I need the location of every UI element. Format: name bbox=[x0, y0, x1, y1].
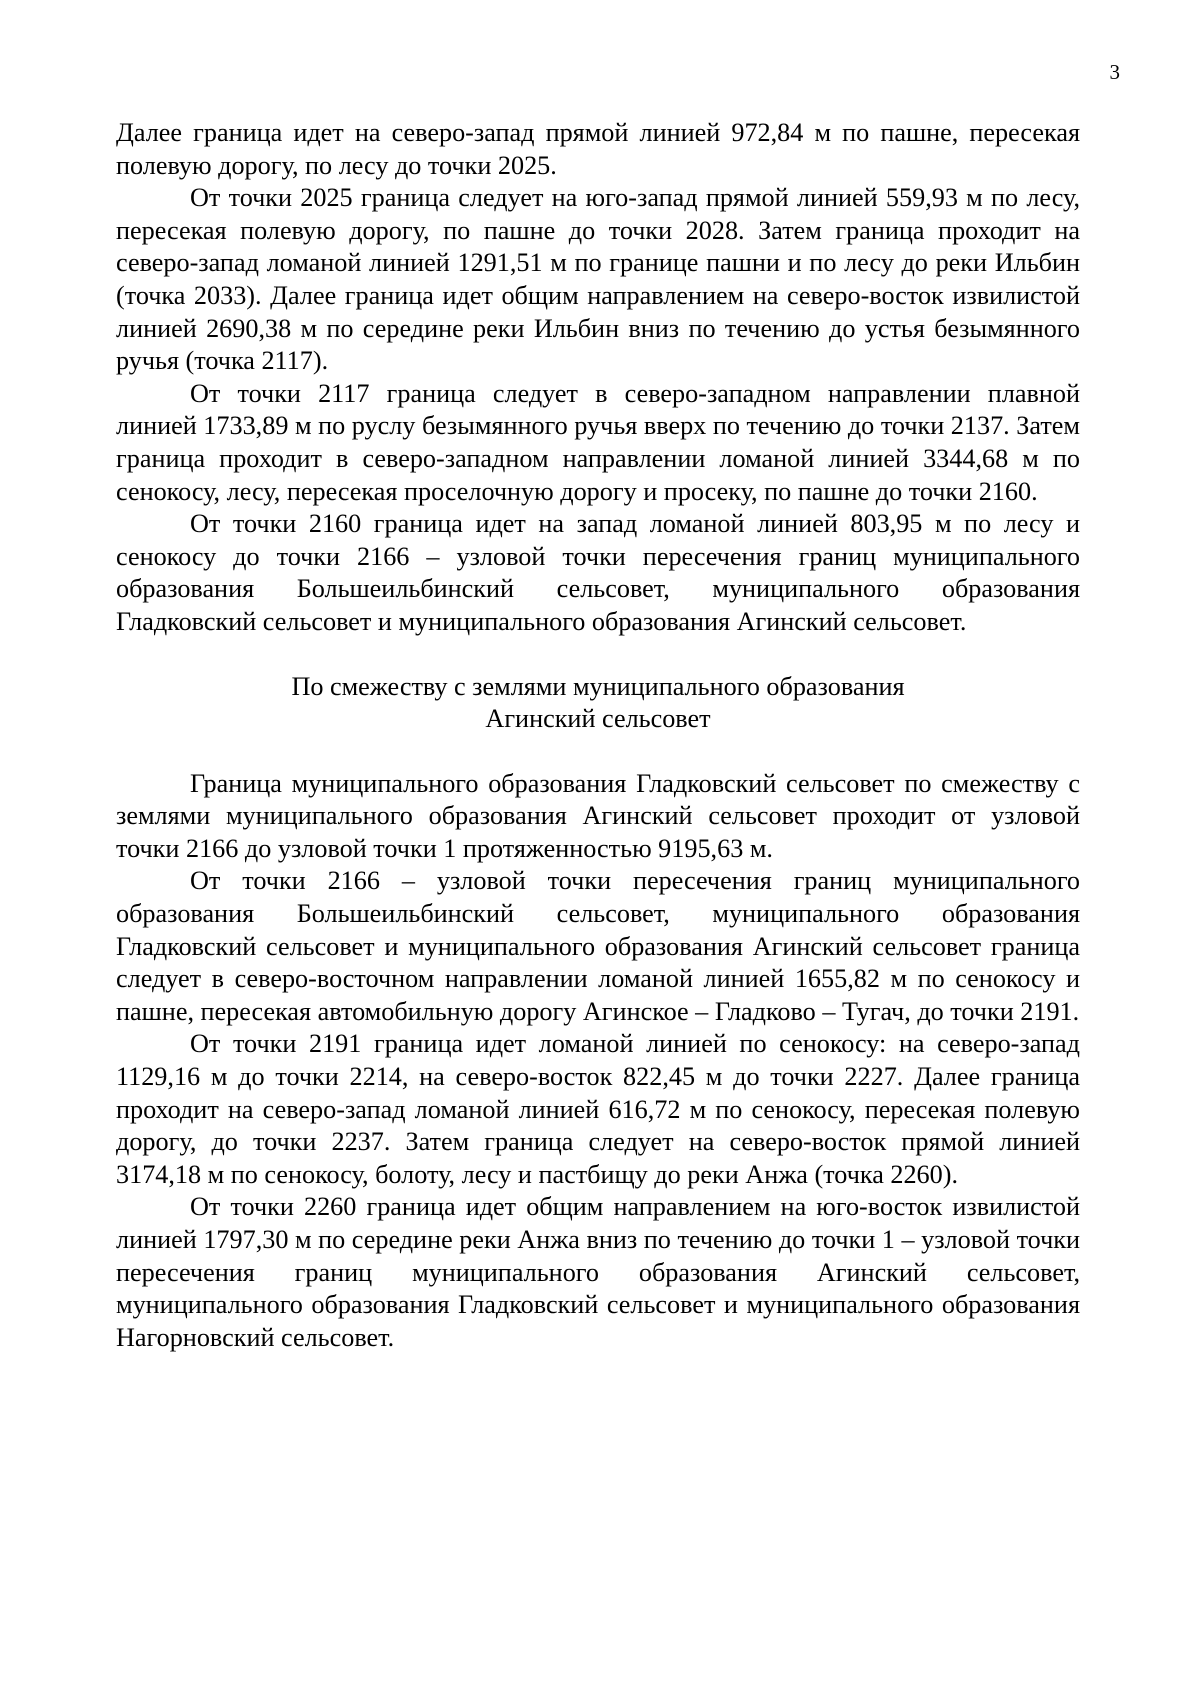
paragraph: Далее граница идет на северо-запад прямой линией 972,84 м по пашне, пересекая полевую дорогу, по лесу до точки 2025. bbox=[116, 118, 1080, 180]
section-heading-line-2: Агинский сельсовет bbox=[485, 704, 711, 734]
paragraph: От точки 2166 – узловой точки пересечения границ муниципального образования Большеильбинский сельсовет, муниципального образования Гладковский сельсовет и муниципального образования Агинский сельсовет граница следует в северо-восточном направлении ломаной линией 1655,82 м по сенокосу и пашне, пересекая автомобильную дорогу Агинское – Гладково – Тугач, до точки 2191. bbox=[116, 866, 1080, 1026]
paragraph: От точки 2160 граница идет на запад ломаной линией 803,95 м по лесу и сенокосу до точки 2166 – узловой точки пересечения границ муниципального образования Большеильбинский сельсовет, муниципального образования Гладковский сельсовет и муниципального образования Агинский сельсовет. bbox=[116, 509, 1080, 636]
document-body bbox=[116, 117, 1080, 1354]
page-number: 3 bbox=[1109, 60, 1120, 84]
section-heading-line-1: По смежеству с землями муниципального образования bbox=[291, 671, 905, 701]
paragraph: Граница муниципального образования Гладковский сельсовет по смежеству с землями муниципального образования Агинский сельсовет проходит от узловой точки 2166 до узловой точки 1 протяженностью 9195,63 м. bbox=[116, 768, 1080, 863]
paragraph: От точки 2025 граница следует на юго-запад прямой линией 559,93 м по лесу, пересекая полевую дорогу, по пашне до точки 2028. Затем граница проходит на северо-запад ломаной линией 1291,51 м по границе пашни и по лесу до реки Ильбин (точка 2033). Далее граница идет общим направлением на северо-восток извилистой линией 2690,38 м по середине реки Ильбин вниз по течению до устья безымянного ручья (точка 2117). bbox=[116, 183, 1080, 376]
section-heading bbox=[116, 671, 1080, 736]
paragraph: От точки 2260 граница идет общим направлением на юго-восток извилистой линией 1797,30 м по середине реки Анжа вниз по течению до точки 1 – узловой точки пересечения границ муниципального образования Агинский сельсовет, муниципального образования Гладковский сельсовет и муниципального образования Нагорновский сельсовет. bbox=[116, 1192, 1080, 1352]
paragraph: От точки 2117 граница следует в северо-западном направлении плавной линией 1733,89 м по руслу безымянного ручья вверх по течению до точки 2137. Затем граница проходит в северо-западном направлении ломаной линией 3344,68 м по сенокосу, лесу, пересекая проселочную дорогу и просеку, по пашне до точки 2160. bbox=[116, 378, 1080, 506]
paragraph: От точки 2191 граница идет ломаной линией по сенокосу: на северо-запад 1129,16 м до точки 2214, на северо-восток 822,45 м до точки 2227. Далее граница проходит на северо-запад ломаной линией 616,72 м по сенокосу, пересекая полевую дорогу, до точки 2237. Затем граница следует на северо-восток прямой линией 3174,18 м по сенокосу, болоту, лесу и пастбищу до реки Анжа (точка 2260). bbox=[116, 1029, 1080, 1189]
